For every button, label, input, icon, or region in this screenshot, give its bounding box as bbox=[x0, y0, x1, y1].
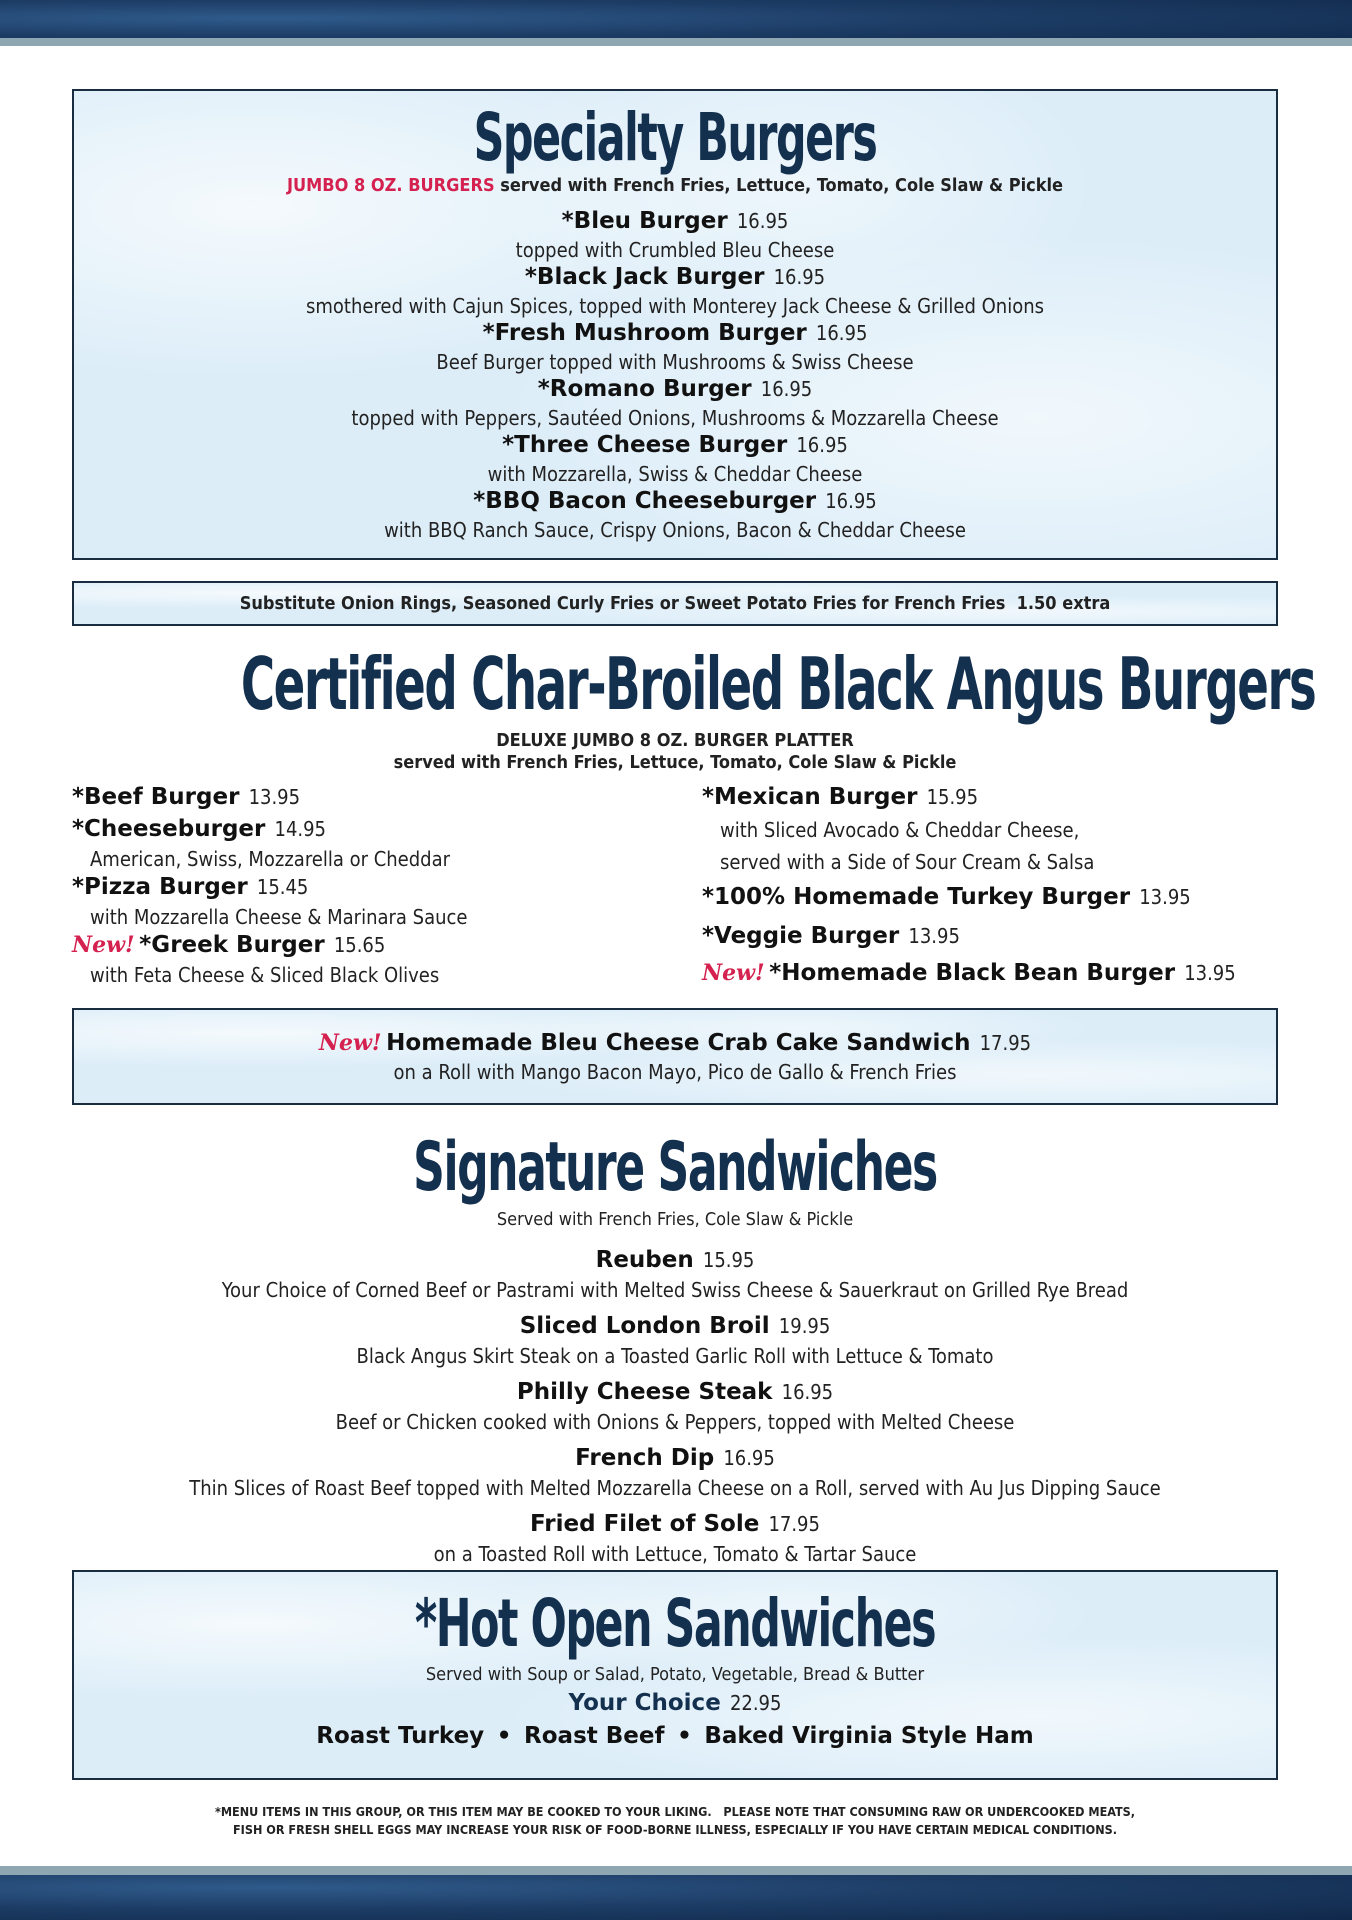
new-badge: New! bbox=[72, 932, 135, 958]
item-name: *Greek Burger bbox=[139, 932, 325, 958]
menu-item bbox=[74, 207, 1276, 263]
menu-item bbox=[702, 782, 1236, 814]
item-price: 16.95 bbox=[736, 209, 789, 233]
item-name: *Cheeseburger bbox=[72, 816, 266, 842]
menu-item bbox=[74, 1028, 1276, 1060]
specialty-burgers-section bbox=[72, 89, 1278, 560]
disclaimer-line-1: *MENU ITEMS IN THIS GROUP, OR THIS ITEM MAY BE COOKED TO YOUR LIKING. PLEASE NOTE THAT CONSUMING RAW OR UNDERCOOKED MEATS, bbox=[214, 1804, 1136, 1819]
item-description: Your Choice of Corned Beef or Pastrami with Melted Swiss Cheese & Sauerkraut on Grilled Rye Bread bbox=[221, 1278, 1129, 1302]
item-name: *Beef Burger bbox=[72, 784, 240, 810]
item-price: 13.95 bbox=[1139, 885, 1191, 909]
item-description: Thin Slices of Roast Beef topped with Melted Mozzarella Cheese on a Roll, served with Au Jus Dipping Sauce bbox=[189, 1476, 1161, 1500]
item-price: 17.95 bbox=[768, 1512, 820, 1536]
item-name: Sliced London Broil bbox=[519, 1313, 770, 1339]
item-description: topped with Peppers, Sautéed Onions, Mushrooms & Mozzarella Cheese bbox=[351, 406, 999, 430]
bullet-separator: • bbox=[496, 1723, 512, 1749]
menu-item bbox=[72, 1244, 1278, 1302]
angus-left-column bbox=[72, 782, 467, 988]
item-price: 13.95 bbox=[248, 785, 301, 809]
item-price: 15.45 bbox=[256, 875, 309, 899]
disclaimer-line-2: FISH OR FRESH SHELL EGGS MAY INCREASE YOUR RISK OF FOOD-BORNE ILLNESS, ESPECIALLY IF YOU HAVE CERTAIN MEDICAL CONDITIONS. bbox=[233, 1822, 1117, 1837]
item-description: with Feta Cheese & Sliced Black Olives bbox=[90, 963, 440, 987]
menu-item bbox=[72, 930, 467, 962]
item-price: 16.95 bbox=[760, 377, 813, 401]
item-price: 16.95 bbox=[781, 1380, 834, 1404]
item-description: on a Toasted Roll with Lettuce, Tomato & Tartar Sauce bbox=[433, 1542, 917, 1566]
menu-item bbox=[74, 375, 1276, 431]
item-name: *Homemade Black Bean Burger bbox=[769, 960, 1176, 986]
bullet-separator: • bbox=[677, 1723, 692, 1749]
menu-item bbox=[72, 1310, 1278, 1368]
item-name: *BBQ Bacon Cheeseburger bbox=[473, 488, 817, 514]
item-name: *100% Homemade Turkey Burger bbox=[702, 884, 1131, 910]
specialty-item-list bbox=[74, 207, 1276, 543]
menu-item bbox=[72, 1376, 1278, 1434]
menu-item bbox=[74, 487, 1276, 543]
option-baked-ham: Baked Virginia Style Ham bbox=[704, 1723, 1034, 1749]
disclaimer bbox=[72, 1803, 1278, 1839]
section-title: Certified Char-Broiled Black Angus Burgers bbox=[240, 642, 1316, 726]
crab-cake-feature-box bbox=[72, 1008, 1278, 1105]
item-name: *Romano Burger bbox=[537, 376, 752, 402]
choice-label: Your Choice bbox=[568, 1690, 721, 1716]
item-description: with Mozzarella Cheese & Marinara Sauce bbox=[90, 905, 468, 929]
section-title: *Hot Open Sandwiches bbox=[414, 1585, 936, 1662]
option-roast-turkey: Roast Turkey bbox=[316, 1723, 485, 1749]
angus-right-column bbox=[702, 782, 1236, 992]
bottom-decorative-band bbox=[0, 1866, 1352, 1920]
item-description-continued: served with a Side of Sour Cream & Salsa bbox=[720, 850, 1095, 874]
item-name: *Veggie Burger bbox=[702, 923, 900, 949]
item-name: Reuben bbox=[595, 1247, 694, 1273]
choice-price: 22.95 bbox=[729, 1691, 782, 1715]
subtitle-highlight: JUMBO 8 OZ. BURGERS bbox=[286, 175, 495, 196]
item-description: Black Angus Skirt Steak on a Toasted Garlic Roll with Lettuce & Tomato bbox=[356, 1344, 994, 1368]
menu-item bbox=[702, 918, 1236, 956]
item-name: Fried Filet of Sole bbox=[530, 1511, 760, 1537]
item-description: smothered with Cajun Spices, topped with Monterey Jack Cheese & Grilled Onions bbox=[306, 294, 1044, 318]
item-name: *Pizza Burger bbox=[72, 874, 248, 900]
menu-item bbox=[74, 431, 1276, 487]
section-subtitle: Served with French Fries, Cole Slaw & Pickle bbox=[496, 1209, 854, 1230]
section-title: Specialty Burgers bbox=[473, 99, 877, 176]
menu-item bbox=[72, 782, 467, 814]
hot-open-sandwiches-section bbox=[72, 1570, 1278, 1780]
item-price: 19.95 bbox=[778, 1314, 831, 1338]
item-price: 17.95 bbox=[979, 1031, 1032, 1055]
menu-item bbox=[72, 1442, 1278, 1500]
item-name: *Black Jack Burger bbox=[524, 264, 765, 290]
menu-item bbox=[702, 956, 1236, 992]
top-decorative-band bbox=[0, 0, 1352, 46]
choice-options bbox=[74, 1720, 1276, 1754]
menu-item bbox=[72, 872, 467, 904]
choice-line bbox=[74, 1688, 1276, 1720]
item-description: Beef or Chicken cooked with Onions & Peppers, topped with Melted Cheese bbox=[335, 1410, 1015, 1434]
item-price: 15.95 bbox=[926, 785, 979, 809]
item-name: *Mexican Burger bbox=[702, 784, 918, 810]
item-price: 16.95 bbox=[815, 321, 868, 345]
substitute-note-box bbox=[72, 581, 1278, 626]
menu-item bbox=[74, 319, 1276, 375]
item-price: 13.95 bbox=[1184, 961, 1236, 985]
angus-burgers-section bbox=[72, 640, 1316, 774]
section-subtitle: Served with Soup or Salad, Potato, Vegetable, Bread & Butter bbox=[425, 1664, 925, 1685]
subtitle-highlight: DELUXE JUMBO 8 OZ. BURGER PLATTER bbox=[496, 730, 854, 751]
item-price: 16.95 bbox=[796, 433, 848, 457]
item-description: on a Roll with Mango Bacon Mayo, Pico de Gallo & French Fries bbox=[393, 1060, 957, 1084]
item-description: with Sliced Avocado & Cheddar Cheese, bbox=[720, 818, 1080, 842]
item-price: 15.65 bbox=[333, 933, 386, 957]
menu-item bbox=[72, 1508, 1278, 1566]
item-name: Homemade Bleu Cheese Crab Cake Sandwich bbox=[386, 1030, 971, 1056]
new-badge: New! bbox=[702, 960, 765, 986]
subtitle-rest: served with French Fries, Lettuce, Tomato, Cole Slaw & Pickle bbox=[393, 752, 957, 773]
menu-item bbox=[702, 878, 1236, 918]
item-price: 16.95 bbox=[773, 265, 826, 289]
item-price: 16.95 bbox=[825, 489, 877, 513]
substitute-note: Substitute Onion Rings, Seasoned Curly Fries or Sweet Potato Fries for French Fries 1.50 extra bbox=[239, 593, 1111, 614]
item-name: *Three Cheese Burger bbox=[502, 432, 788, 458]
item-description: American, Swiss, Mozzarella or Cheddar bbox=[90, 847, 451, 871]
item-price: 14.95 bbox=[274, 817, 326, 841]
item-description: with BBQ Ranch Sauce, Crispy Onions, Bacon & Cheddar Cheese bbox=[384, 518, 966, 542]
item-description: topped with Crumbled Bleu Cheese bbox=[515, 238, 835, 262]
item-price: 15.95 bbox=[702, 1248, 755, 1272]
item-price: 13.95 bbox=[908, 924, 960, 948]
item-description: Beef Burger topped with Mushrooms & Swiss Cheese bbox=[436, 350, 914, 374]
item-price: 16.95 bbox=[723, 1446, 775, 1470]
subtitle-rest: served with French Fries, Lettuce, Tomato, Cole Slaw & Pickle bbox=[500, 175, 1064, 196]
menu-item bbox=[72, 814, 467, 846]
menu-item bbox=[74, 263, 1276, 319]
signature-item-list bbox=[72, 1244, 1278, 1566]
signature-sandwiches-section bbox=[72, 1128, 1278, 1566]
option-roast-beef: Roast Beef bbox=[524, 1723, 665, 1749]
section-title: Signature Sandwiches bbox=[413, 1128, 937, 1207]
new-badge: New! bbox=[318, 1030, 382, 1056]
section-subtitle bbox=[74, 175, 1276, 197]
item-name: *Fresh Mushroom Burger bbox=[482, 320, 807, 346]
item-name: Philly Cheese Steak bbox=[516, 1379, 773, 1405]
item-name: *Bleu Burger bbox=[561, 208, 728, 234]
item-name: French Dip bbox=[575, 1445, 715, 1471]
item-description: with Mozzarella, Swiss & Cheddar Cheese bbox=[487, 462, 863, 486]
